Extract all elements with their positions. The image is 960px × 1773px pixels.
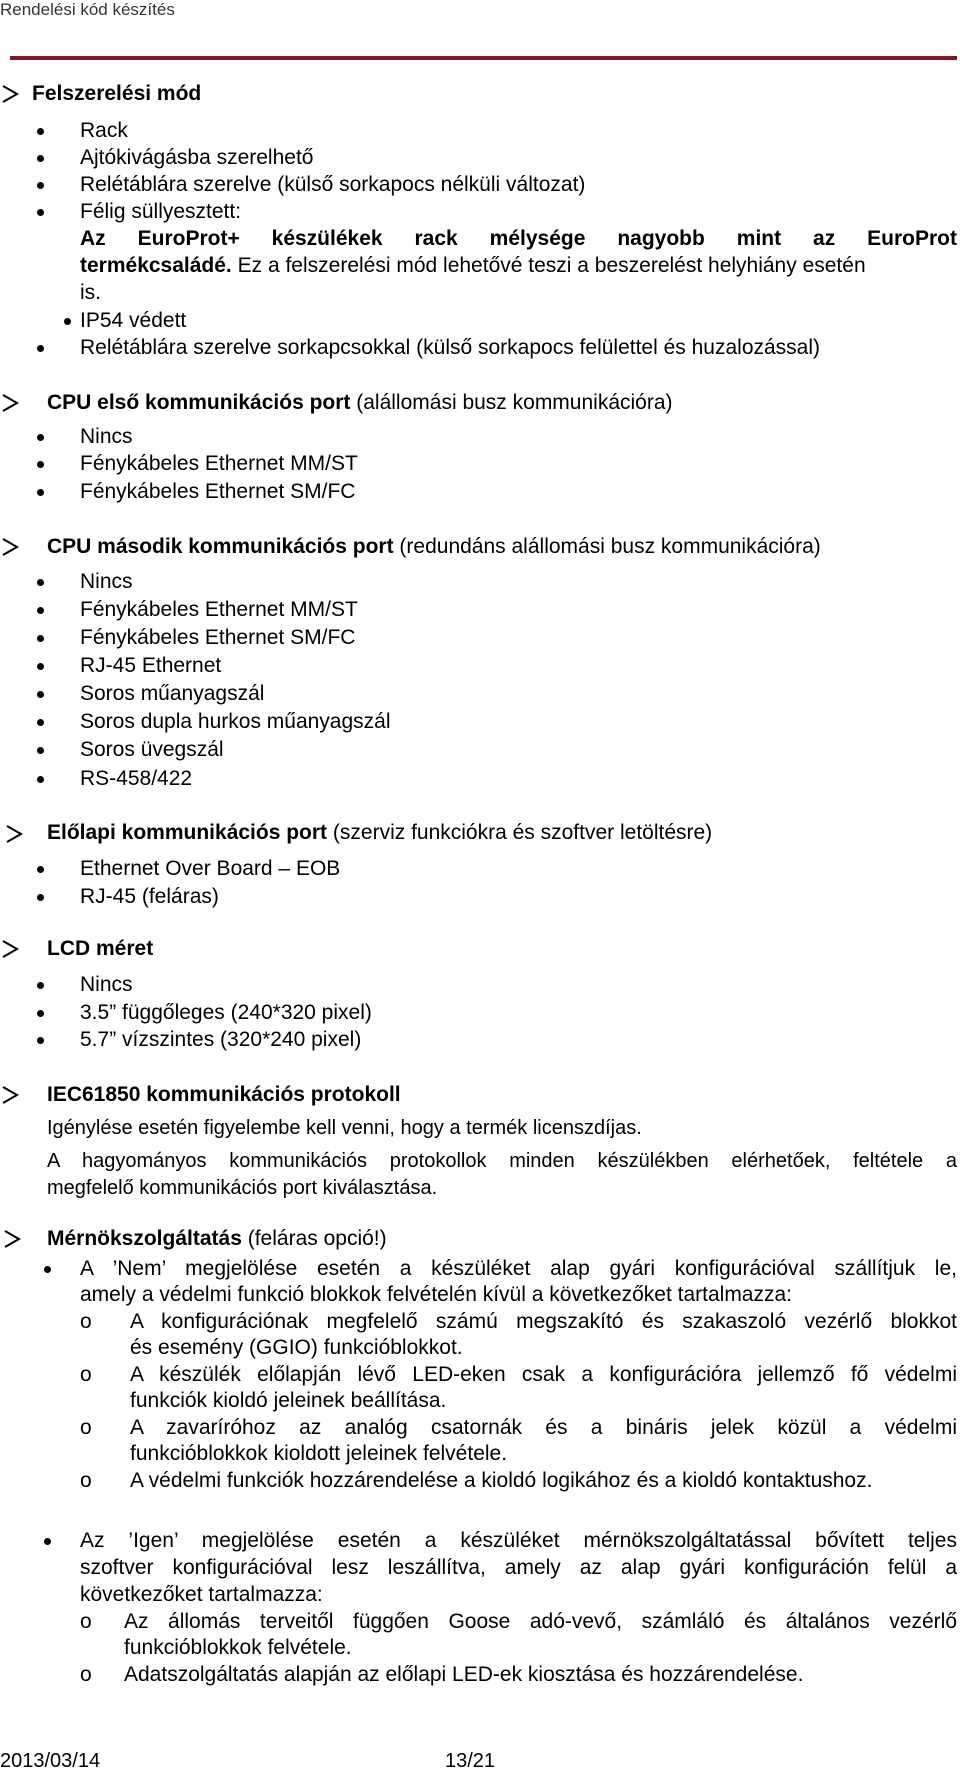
sub-item: A készülék előlapján lévő LED-eken csak a konfigurációra jellemző fő védelmi [130, 1363, 957, 1386]
bullet-icon [37, 182, 44, 189]
bullet-icon [37, 982, 44, 989]
bullet-icon [37, 1037, 44, 1044]
list-item: Fénykábeles Ethernet SM/FC [80, 480, 356, 503]
list-item: Félig süllyesztett: [80, 200, 242, 223]
list-item: Nincs [80, 570, 133, 593]
arrow-bullet-icon [2, 1228, 28, 1254]
sub-marker: o [80, 1469, 92, 1492]
sub-item: A védelmi funkciók hozzárendelése a kioldó logikához és a kioldó kontaktushoz. [130, 1469, 873, 1492]
sub-item: Adatszolgáltatás alapján az előlapi LED-ek kiosztása és hozzárendelése. [124, 1663, 804, 1686]
bullet-icon [37, 1010, 44, 1017]
list-item: Nincs [80, 425, 133, 448]
bullet-icon [37, 434, 44, 441]
list-item: következőket tartalmazza: [80, 1583, 323, 1606]
list-item: Fénykábeles Ethernet MM/ST [80, 598, 358, 621]
sub-marker: o [80, 1310, 92, 1333]
arrow-bullet-icon [0, 1084, 26, 1110]
section-title: Előlapi kommunikációs port (szerviz funkciókra és szoftver letöltésre) [47, 821, 713, 844]
list-item: Nincs [80, 973, 133, 996]
list-item: 5.7” vízszintes (320*240 pixel) [80, 1028, 362, 1051]
list-item: amely a védelmi funkció blokkok felvételén kívül a következőket tartalmazza: [80, 1283, 793, 1306]
arrow-bullet-icon [0, 392, 26, 418]
list-item: IP54 védett [80, 309, 187, 332]
bullet-icon [37, 579, 44, 586]
sub-marker: o [80, 1663, 92, 1686]
sub-marker: o [80, 1610, 92, 1633]
section-title: Mérnökszolgáltatás (feláras opció!) [47, 1227, 387, 1250]
list-item: RJ-45 (feláras) [80, 885, 219, 908]
footer-page-number: 13/21 [445, 1750, 496, 1772]
list-item: szoftver konfigurációval lesz leszállítva, amely az alap gyári konfiguráción felül a [80, 1556, 957, 1579]
bullet-icon [37, 209, 44, 216]
sub-item: Az állomás terveitől függően Goose adó-vevő, számláló és általános vezérlő [124, 1610, 957, 1633]
arrow-bullet-icon [0, 938, 26, 964]
list-item: Az ’Igen’ megjelölése esetén a készüléket mérnökszolgáltatással bővített teljes [80, 1529, 957, 1552]
bullet-icon [37, 719, 44, 726]
list-item: Fénykábeles Ethernet MM/ST [80, 452, 358, 475]
list-item: RJ-45 Ethernet [80, 654, 222, 677]
note-line: is. [80, 281, 101, 304]
list-item: RS-458/422 [80, 767, 193, 790]
list-item: Fénykábeles Ethernet SM/FC [80, 626, 356, 649]
section-title: Felszerelési mód [32, 82, 202, 105]
list-item: Relétáblára szerelve (külső sorkapocs nélküli változat) [80, 173, 586, 196]
sub-item: funkcióblokkok kioldott jeleinek felvétele. [130, 1442, 508, 1465]
section-title: IEC61850 kommunikációs protokoll [47, 1083, 401, 1106]
paragraph: A hagyományos kommunikációs protokollok minden készülékben elérhetőek, feltétele a [47, 1150, 957, 1172]
sub-marker: o [80, 1416, 92, 1439]
header-rule [10, 56, 957, 60]
bullet-icon [37, 747, 44, 754]
bullet-icon [44, 1538, 51, 1545]
paragraph: megfelelő kommunikációs port kiválasztása. [47, 1177, 438, 1199]
list-item: Relétáblára szerelve sorkapcsokkal (külső sorkapocs felülettel és huzalozással) [80, 336, 821, 359]
sub-item: A zavaríróhoz az analóg csatornák és a bináris jelek közül a védelmi [130, 1416, 957, 1439]
list-item: 3.5” függőleges (240*320 pixel) [80, 1001, 372, 1024]
list-item: Ajtókivágásba szerelhető [80, 146, 314, 169]
sub-item: és esemény (GGIO) funkcióblokkot. [130, 1336, 463, 1359]
note-bold: termékcsaládé. [80, 254, 232, 277]
note-line [80, 253, 866, 279]
arrow-bullet-icon [0, 536, 26, 562]
footer-date: 2013/03/14 [0, 1750, 101, 1772]
bullet-icon [37, 461, 44, 468]
bullet-icon [37, 128, 44, 135]
sub-item: funkcióblokkok felvétele. [124, 1636, 352, 1659]
sub-marker: o [80, 1363, 92, 1386]
list-item: A ’Nem’ megjelölése esetén a készüléket alap gyári konfigurációval szállítjuk le, [80, 1257, 957, 1280]
list-item: Soros üvegszál [80, 738, 224, 761]
bullet-icon [37, 894, 44, 901]
page-header: Rendelési kód készítés [0, 0, 175, 19]
list-item: Soros dupla hurkos műanyagszál [80, 710, 391, 733]
bullet-icon [37, 155, 44, 162]
bullet-icon [37, 691, 44, 698]
bullet-icon [37, 776, 44, 783]
note-line: Az EuroProt+ készülékek rack mélysége nagyobb mint az EuroProt [80, 227, 957, 250]
bullet-icon [37, 663, 44, 670]
bullet-icon [37, 607, 44, 614]
bullet-icon [37, 866, 44, 873]
bullet-icon [37, 635, 44, 642]
list-item: Rack [80, 119, 128, 142]
list-item: Ethernet Over Board – EOB [80, 857, 341, 880]
bullet-icon [44, 1266, 51, 1273]
list-item: Soros műanyagszál [80, 682, 265, 705]
bullet-icon [37, 345, 44, 352]
section-title: CPU első kommunikációs port (alállomási busz kommunikációra) [47, 391, 673, 414]
section-title: CPU második kommunikációs port (redundáns alállomási busz kommunikációra) [47, 535, 821, 558]
sub-item: A konfigurációnak megfelelő számú megszakító és szakaszoló vezérlő blokkot [130, 1310, 957, 1333]
arrow-bullet-icon [0, 83, 26, 109]
note-text: Ez a felszerelési mód lehetővé teszi a beszerelést helyhiány esetén [231, 254, 866, 277]
sub-item: funkciók kioldó jeleinek beállítása. [130, 1389, 447, 1412]
paragraph: Igénylése esetén figyelembe kell venni, hogy a termék licenszdíjas. [47, 1117, 642, 1139]
bullet-icon [64, 318, 71, 325]
section-title: LCD méret [47, 937, 154, 960]
bullet-icon [37, 489, 44, 496]
arrow-bullet-icon [4, 823, 30, 849]
